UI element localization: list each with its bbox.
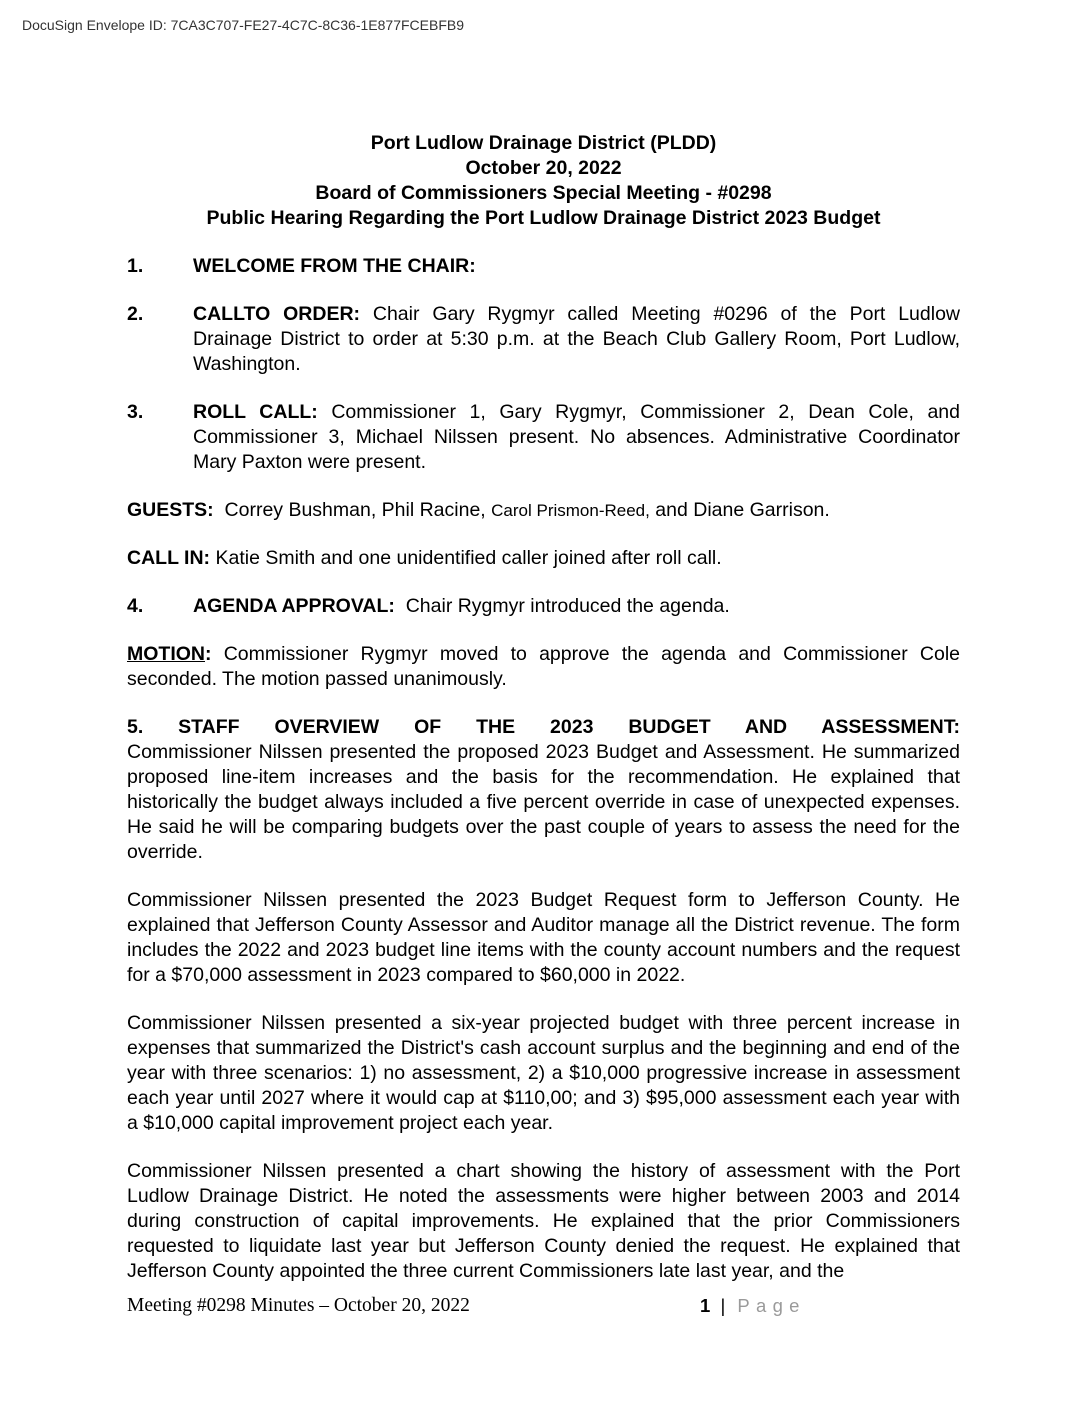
page-word: Page xyxy=(737,1295,806,1316)
item-text: AGENDA APPROVAL: Chair Rygmyr introduced the agenda. xyxy=(193,595,730,617)
document-title xyxy=(127,131,960,231)
item-number: 4. xyxy=(127,595,144,617)
title-line-hearing: Public Hearing Regarding the Port Ludlow Drainage District 2023 Budget xyxy=(206,207,881,229)
item-number: 2. xyxy=(127,303,144,325)
page-number: 1 xyxy=(700,1295,711,1316)
item-number: 1. xyxy=(127,255,144,277)
paragraph-six-year-projected-budget: Commissioner Nilssen presented a six-year projected budget with three percent increase in expenses that summarized the District's cash account surplus and the beginning and end of the year with three scenarios: 1) no assessment, 2) a $10,000 progressive increase in assessment each year until 2027 where it would cap at $110,00; and 3) $95,000 assessment each year with a $10,000 capital improvement project each year. xyxy=(127,1012,960,1134)
agenda-item-agenda-approval xyxy=(127,594,960,619)
page-number-separator: | xyxy=(720,1295,726,1316)
guests-text: GUESTS: Correy Bushman, Phil Racine, Carol Prismon-Reed, and Diane Garrison. xyxy=(127,499,830,521)
item-text: ROLL CALL: Commissioner 1, Gary Rygmyr, Commissioner 2, Dean Cole, and Commissioner 3, Michael Nilssen present. No absences. Administrative Coordinator Mary Paxton were present. xyxy=(193,401,960,473)
agenda-item-staff-overview xyxy=(127,715,960,865)
footer-meeting-info: Meeting #0298 Minutes – October 20, 2022 xyxy=(127,1295,470,1316)
call-in-text: CALL IN: Katie Smith and one unidentified caller joined after roll call. xyxy=(127,547,722,569)
docusign-envelope-id: DocuSign Envelope ID: 7CA3C707-FE27-4C7C-8C36-1E877FCEBFB9 xyxy=(22,17,464,33)
staff-overview-body: Commissioner Nilssen presented the proposed 2023 Budget and Assessment. He summarized proposed line-item increases and the basis for the recommendation. He explained that historically the budget always included a five percent override in case of unexpected expenses. He said he will be comparing budgets over the past couple of years to assess the need for the override. xyxy=(127,741,960,863)
agenda-item-call-to-order xyxy=(127,302,960,377)
agenda-item-welcome xyxy=(127,254,960,279)
item-text: WELCOME FROM THE CHAIR: xyxy=(193,255,476,277)
title-line-meeting: Board of Commissioners Special Meeting - #0298 xyxy=(315,182,772,204)
guests-line xyxy=(127,498,960,523)
minutes-content xyxy=(127,131,960,1284)
item-number: 3. xyxy=(127,401,144,423)
title-line-district: Port Ludlow Drainage District (PLDD) xyxy=(370,132,717,154)
agenda-item-roll-call xyxy=(127,400,960,475)
paragraph-budget-request-form: Commissioner Nilssen presented the 2023 Budget Request form to Jefferson County. He explained that Jefferson County Assessor and Auditor manage all the District revenue. The form includes the 2022 and 2023 budget line items with the county account numbers and the request for a $70,000 assessment in 2023 compared to $60,000 in 2022. xyxy=(127,889,960,986)
staff-overview-heading: 5. STAFF OVERVIEW OF THE 2023 BUDGET AND ASSESSMENT: xyxy=(127,716,960,738)
item-text: CALLTO ORDER: Chair Gary Rygmyr called Meeting #0296 of the Port Ludlow Drainage District to order at 5:30 p.m. at the Beach Club Gallery Room, Port Ludlow, Washington. xyxy=(193,303,960,375)
paragraph-assessment-history: Commissioner Nilssen presented a chart showing the history of assessment with the Port Ludlow Drainage District. He noted the assessments were higher between 2003 and 2014 during construction of capital improvements. He explained that the prior Commissioners requested to liquidate last year but Jefferson County denied the request. He explained that Jefferson County appointed the three current Commissioners late last year, and the xyxy=(127,1160,960,1282)
motion-text: MOTION: Commissioner Rygmyr moved to approve the agenda and Commissioner Cole seconded. The motion passed unanimously. xyxy=(127,643,960,690)
page-footer xyxy=(127,1293,960,1323)
call-in-line xyxy=(127,546,960,571)
page-number-indicator xyxy=(700,1293,806,1318)
title-line-date: October 20, 2022 xyxy=(465,157,622,179)
motion-paragraph xyxy=(127,642,960,692)
